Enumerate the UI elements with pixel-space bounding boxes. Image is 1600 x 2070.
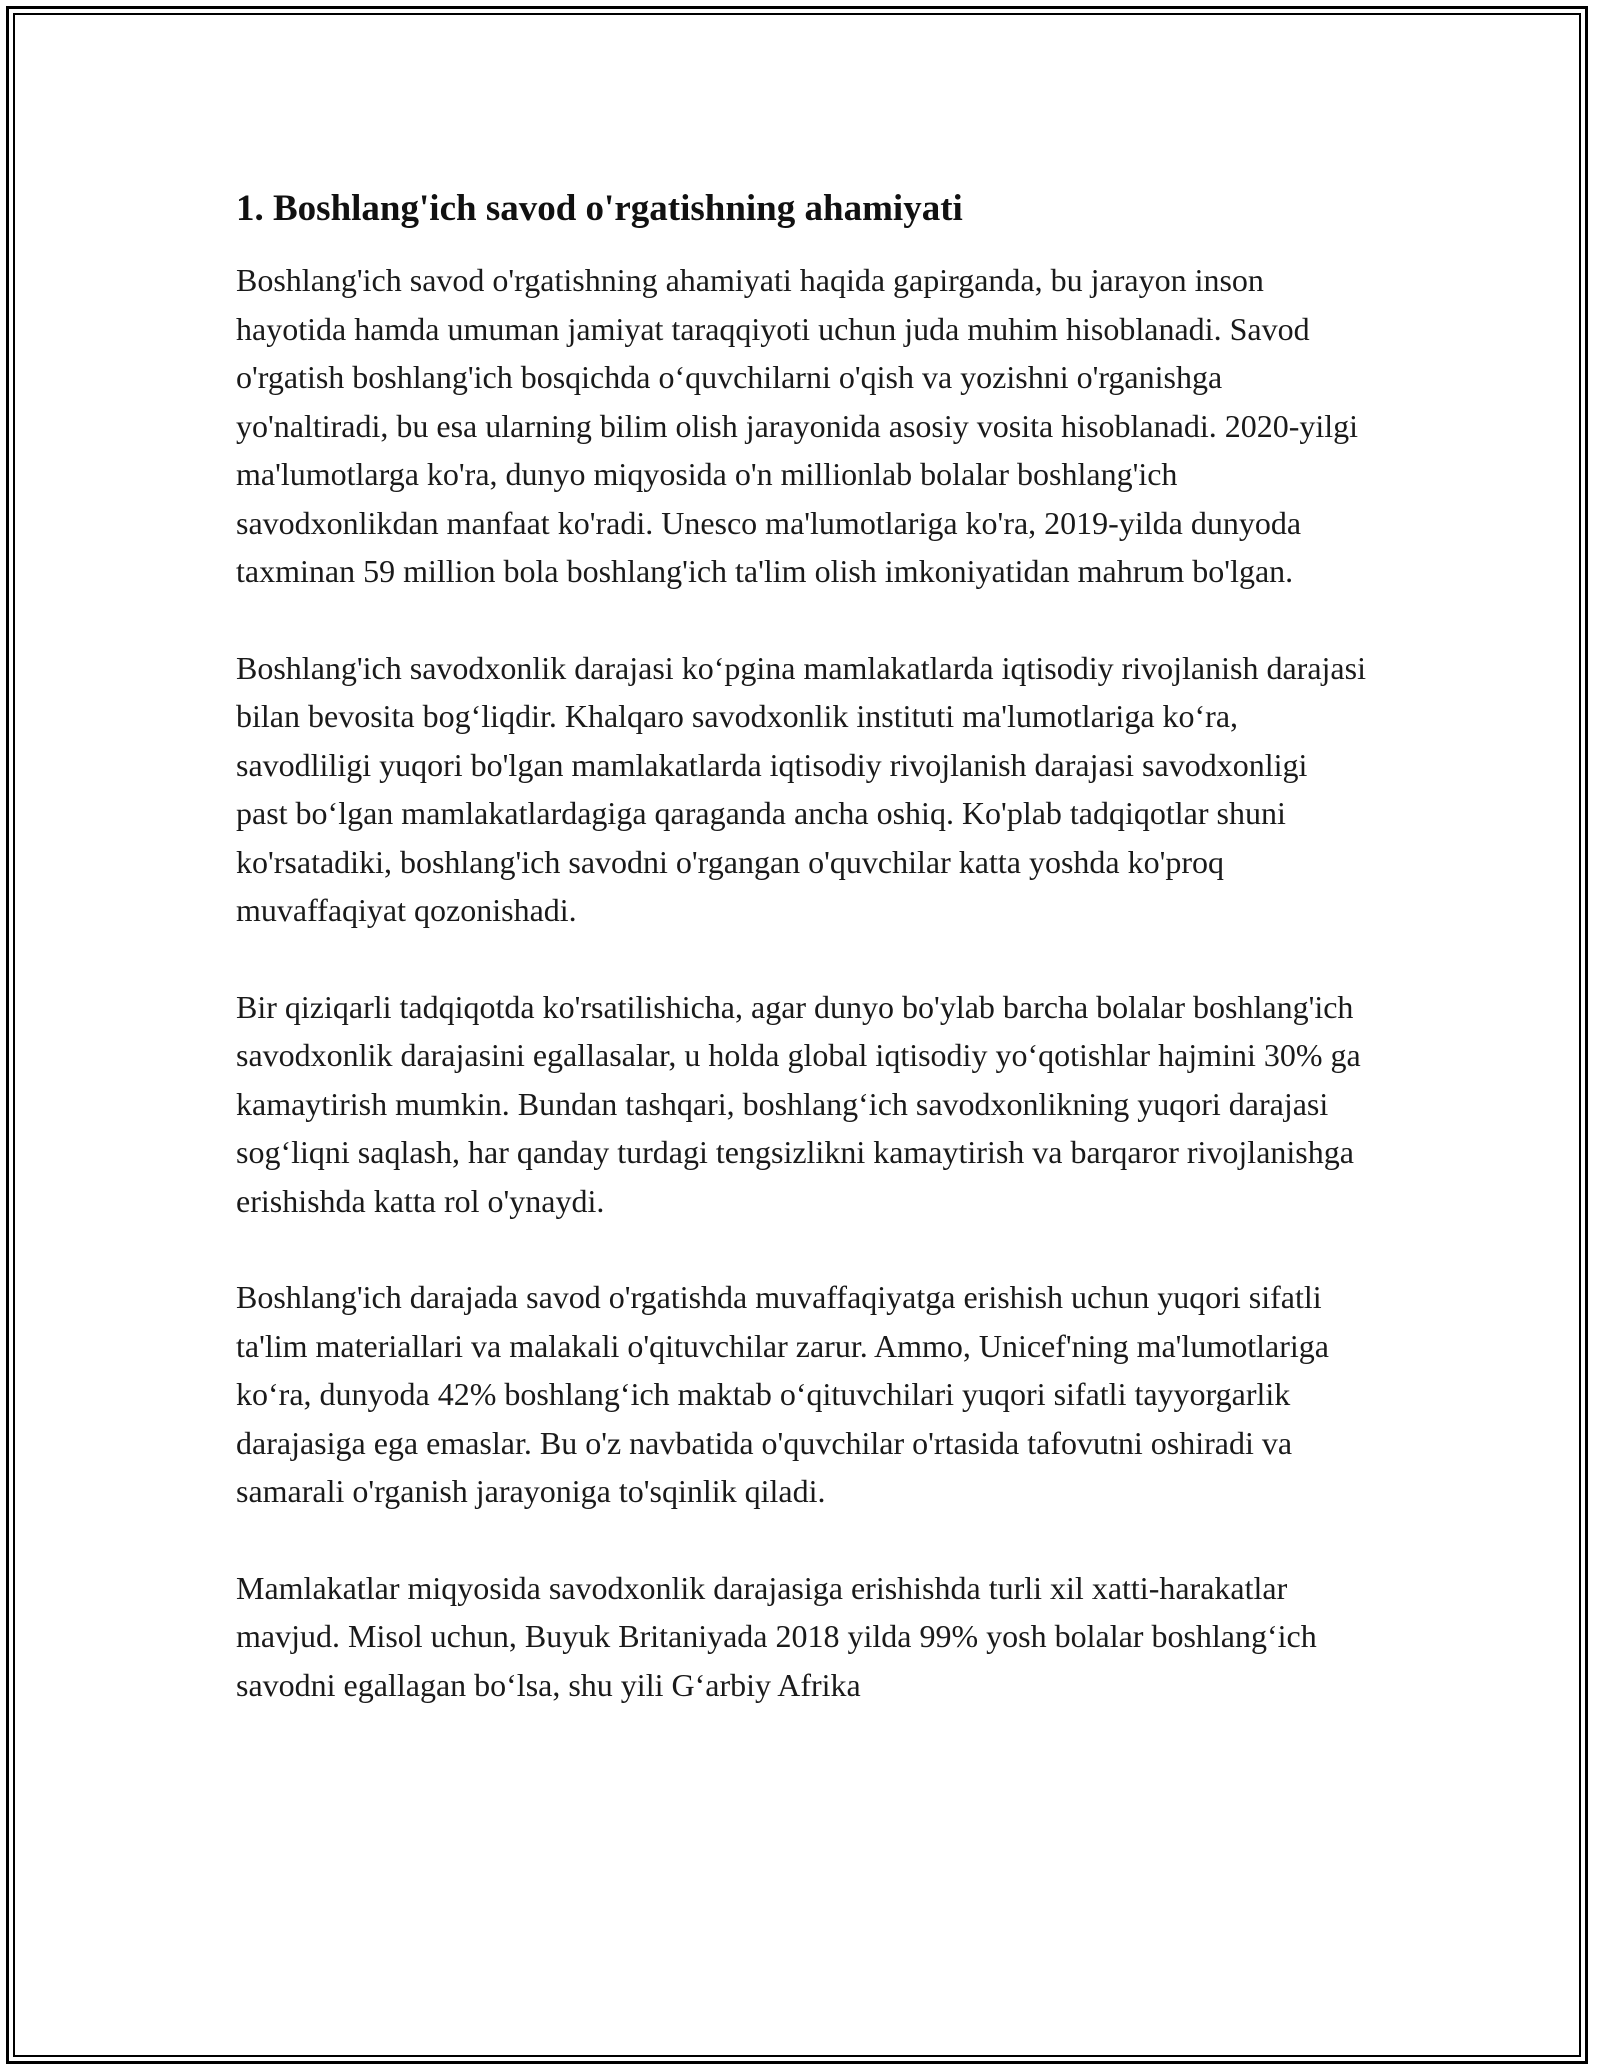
paragraph-3: Bir qiziqarli tadqiqotda ko'rsatilishicha, agar dunyo bo'ylab barcha bolalar boshlang'ich savodxonlik darajasini egallasalar, u holda global iqtisodiy yo‘qotishlar hajmini 30% ga kamaytirish mumkin. Bundan tashqari, boshlang‘ich savodxonlikning yuqori darajasi sog‘liqni saqlash, har qanday turdagi tengsizlikni kamaytirish va barqaror rivojlanishga erishishda katta rol o'ynaydi. [236, 988, 1361, 1219]
paragraph-2: Boshlang'ich savodxonlik darajasi ko‘pgina mamlakatlarda iqtisodiy rivojlanish darajasi bilan bevosita bog‘liqdir. Khalqaro savodxonlik instituti ma'lumotlariga ko‘ra, savodliligi yuqori bo'lgan mamlakatlarda iqtisodiy rivojlanish darajasi savodxonligi past bo‘lgan mamlakatlardagiga qaraganda ancha oshiq. Ko'plab tadqiqotlar shuni ko'rsatadiki, boshlang'ich savodni o'rgangan o'quvchilar katta yoshda ko'proq muvaffaqiyat qozonishadi. [236, 649, 1366, 928]
paragraph-5: Mamlakatlar miqyosida savodxonlik darajasiga erishishda turli xil xatti-harakatlar mavjud. Misol uchun, Buyuk Britaniyada 2018 yilda 99% yosh bolalar boshlang‘ich savodni egallagan bo‘lsa, shu yili G‘arbiy Afrika [236, 1569, 1317, 1703]
paragraph-1: Boshlang'ich savod o'rgatishning ahamiyati haqida gapirganda, bu jarayon inson hayotida hamda umuman jamiyat taraqqiyoti uchun juda muhim hisoblanadi. Savod o'rgatish boshlang'ich bosqichda o‘quvchilarni o'qish va yozishni o'rganishga yo'naltiradi, bu esa ularning bilim olish jarayonida asosiy vosita hisoblanadi. 2020-yilgi ma'lumotlarga ko'ra, dunyo miqyosida o'n millionlab bolalar boshlang'ich savodxonlikdan manfaat ko'radi. Unesco ma'lumotlariga ko'ra, 2019-yilda dunyoda taxminan 59 million bola boshlang'ich ta'lim olish imkoniyatidan mahrum bo'lgan. [236, 262, 1359, 589]
document-body [236, 186, 1366, 1757]
paragraph-4: Boshlang'ich darajada savod o'rgatishda muvaffaqiyatga erishish uchun yuqori sifatli ta'lim materiallari va malakali o'qituvchilar zarur. Ammo, Unicef'ning ma'lumotlariga ko‘ra, dunyoda 42% boshlang‘ich maktab o‘qituvchilari yuqori sifatli tayyorgarlik darajasiga ega emaslar. Bu o'z navbatida o'quvchilar o'rtasida tafovutni oshiradi va samarali o'rganish jarayoniga to'sqinlik qiladi. [236, 1279, 1329, 1509]
section-heading: 1. Boshlang'ich savod o'rgatishning ahamiyati [236, 188, 963, 229]
